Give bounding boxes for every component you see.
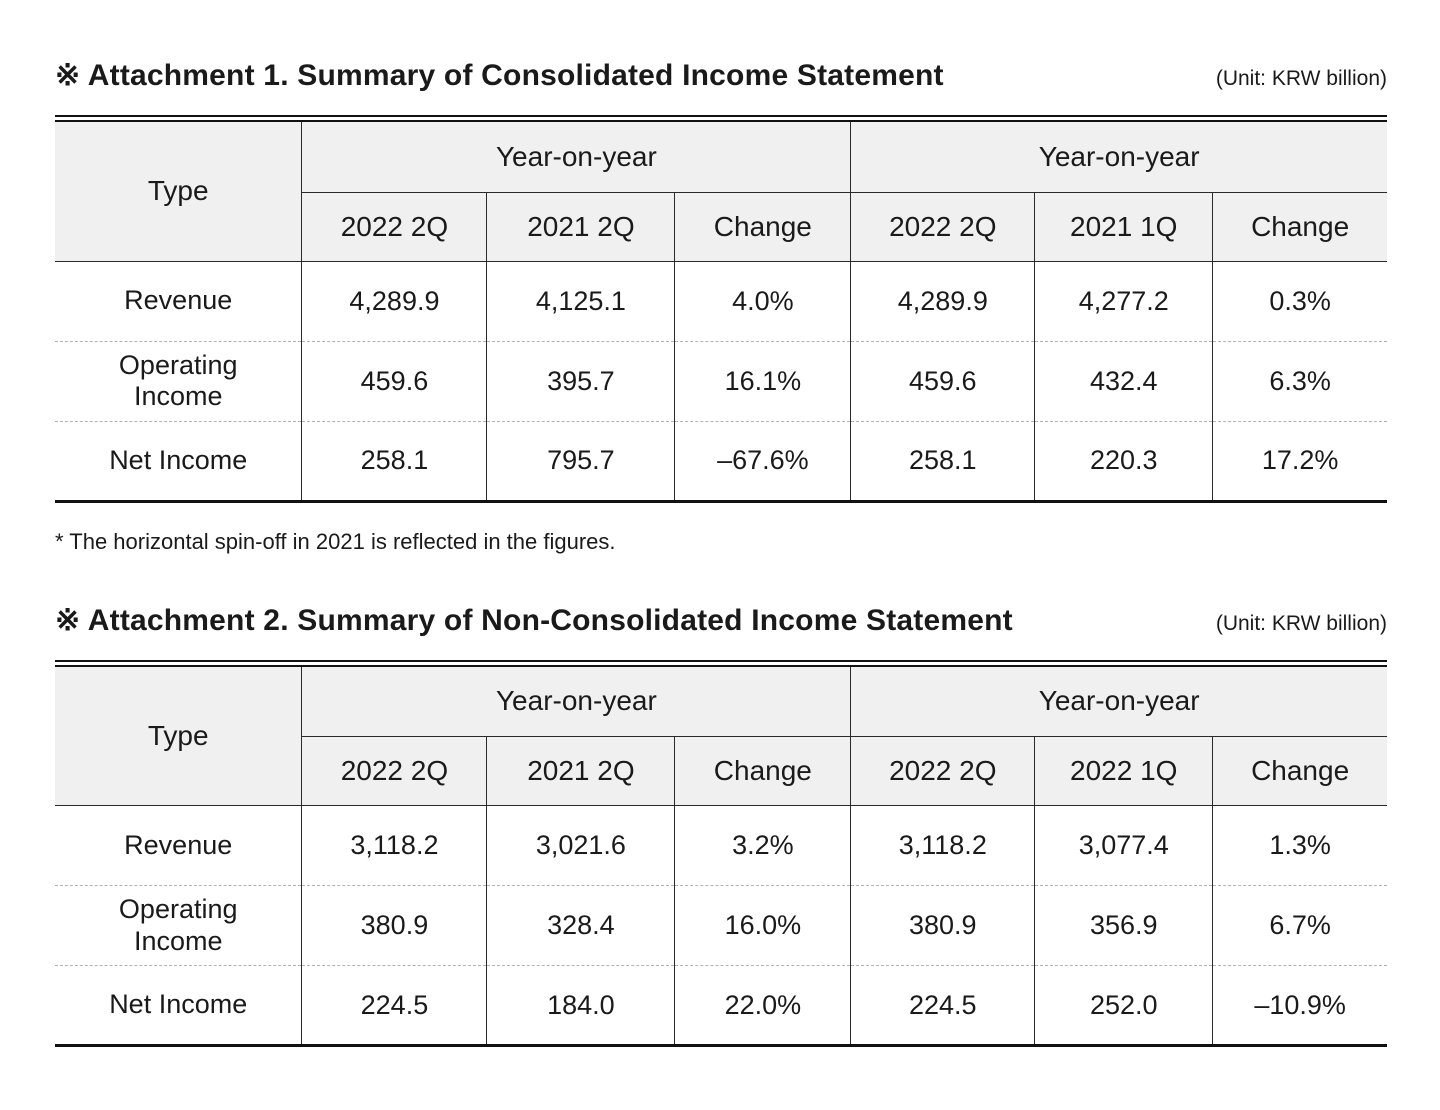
cell-value: 4.0% bbox=[675, 261, 851, 341]
cell-value: 4,289.9 bbox=[302, 261, 487, 341]
attachment-1-title: ※ Attachment 1. Summary of Consolidated Income Statement bbox=[55, 59, 944, 92]
cell-value: 258.1 bbox=[302, 421, 487, 501]
cell-value: 3,077.4 bbox=[1035, 806, 1213, 886]
cell-value: 3,021.6 bbox=[487, 806, 675, 886]
cell-value: 795.7 bbox=[487, 421, 675, 501]
row-label-operating-income: Operating Income bbox=[55, 886, 302, 966]
cell-value: 0.3% bbox=[1213, 261, 1387, 341]
cell-value: 3,118.2 bbox=[851, 806, 1035, 886]
table-row-revenue bbox=[55, 261, 1387, 341]
cell-value: 224.5 bbox=[302, 966, 487, 1046]
attachment-1-title-row bbox=[55, 58, 1387, 93]
column-header-2022-1q: 2022 1Q bbox=[1035, 737, 1213, 806]
cell-value: 459.6 bbox=[851, 341, 1035, 421]
column-header-change-right: Change bbox=[1213, 737, 1387, 806]
column-header-change-left: Change bbox=[675, 737, 851, 806]
row-label-revenue: Revenue bbox=[55, 261, 302, 341]
attachment-2-section bbox=[55, 603, 1387, 1048]
column-header-2022-2q: 2022 2Q bbox=[302, 192, 487, 261]
column-header-2022-2q-right: 2022 2Q bbox=[851, 737, 1035, 806]
column-header-change-right: Change bbox=[1213, 192, 1387, 261]
attachment-2-title-row bbox=[55, 603, 1387, 638]
cell-value: 184.0 bbox=[487, 966, 675, 1046]
cell-value: 22.0% bbox=[675, 966, 851, 1046]
attachment-1-section bbox=[55, 58, 1387, 555]
row-label-operating-income: Operating Income bbox=[55, 341, 302, 421]
cell-value: 4,277.2 bbox=[1035, 261, 1213, 341]
group-header-yoy-right: Year-on-year bbox=[851, 121, 1387, 192]
cell-value: 4,289.9 bbox=[851, 261, 1035, 341]
cell-value: 6.7% bbox=[1213, 886, 1387, 966]
table-row-net-income bbox=[55, 421, 1387, 501]
column-header-change-left: Change bbox=[675, 192, 851, 261]
column-header-2021-2q: 2021 2Q bbox=[487, 737, 675, 806]
cell-value: 17.2% bbox=[1213, 421, 1387, 501]
cell-value: –10.9% bbox=[1213, 966, 1387, 1046]
column-header-2022-2q: 2022 2Q bbox=[302, 737, 487, 806]
cell-value: 3,118.2 bbox=[302, 806, 487, 886]
non-consolidated-income-table-wrap bbox=[55, 660, 1387, 1048]
cell-value: 3.2% bbox=[675, 806, 851, 886]
attachment-2-unit-label: (Unit: KRW billion) bbox=[1215, 611, 1387, 635]
cell-value: 16.1% bbox=[675, 341, 851, 421]
cell-value: 328.4 bbox=[487, 886, 675, 966]
cell-value: 459.6 bbox=[302, 341, 487, 421]
spin-off-footnote: * The horizontal spin-off in 2021 is reflected in the figures. bbox=[55, 528, 616, 554]
consolidated-income-table-wrap bbox=[55, 115, 1387, 503]
column-header-2021-2q: 2021 2Q bbox=[487, 192, 675, 261]
column-header-2021-1q: 2021 1Q bbox=[1035, 192, 1213, 261]
cell-value: 1.3% bbox=[1213, 806, 1387, 886]
table-row-revenue bbox=[55, 806, 1387, 886]
group-header-yoy-right: Year-on-year bbox=[851, 666, 1387, 737]
cell-value: 380.9 bbox=[851, 886, 1035, 966]
row-label-revenue: Revenue bbox=[55, 806, 302, 886]
cell-value: 6.3% bbox=[1213, 341, 1387, 421]
cell-value: –67.6% bbox=[675, 421, 851, 501]
table-row-operating-income bbox=[55, 341, 1387, 421]
cell-value: 252.0 bbox=[1035, 966, 1213, 1046]
cell-value: 258.1 bbox=[851, 421, 1035, 501]
cell-value: 356.9 bbox=[1035, 886, 1213, 966]
group-header-yoy-left: Year-on-year bbox=[302, 121, 851, 192]
cell-value: 432.4 bbox=[1035, 341, 1213, 421]
attachment-1-unit-label: (Unit: KRW billion) bbox=[1215, 67, 1387, 90]
attachment-2-title: ※ Attachment 2. Summary of Non-Consolidated Income Statement bbox=[55, 603, 1013, 637]
column-header-2022-2q-right: 2022 2Q bbox=[851, 192, 1035, 261]
table-row-net-income bbox=[55, 966, 1387, 1046]
column-header-type: Type bbox=[55, 121, 302, 261]
cell-value: 380.9 bbox=[302, 886, 487, 966]
group-header-yoy-left: Year-on-year bbox=[302, 666, 851, 737]
table-row-operating-income bbox=[55, 886, 1387, 966]
row-label-net-income: Net Income bbox=[55, 966, 302, 1046]
non-consolidated-income-table bbox=[55, 665, 1387, 1048]
row-label-net-income: Net Income bbox=[55, 421, 302, 501]
consolidated-income-table bbox=[55, 120, 1387, 503]
cell-value: 16.0% bbox=[675, 886, 851, 966]
cell-value: 224.5 bbox=[851, 966, 1035, 1046]
cell-value: 395.7 bbox=[487, 341, 675, 421]
column-header-type: Type bbox=[55, 666, 302, 806]
cell-value: 4,125.1 bbox=[487, 261, 675, 341]
cell-value: 220.3 bbox=[1035, 421, 1213, 501]
